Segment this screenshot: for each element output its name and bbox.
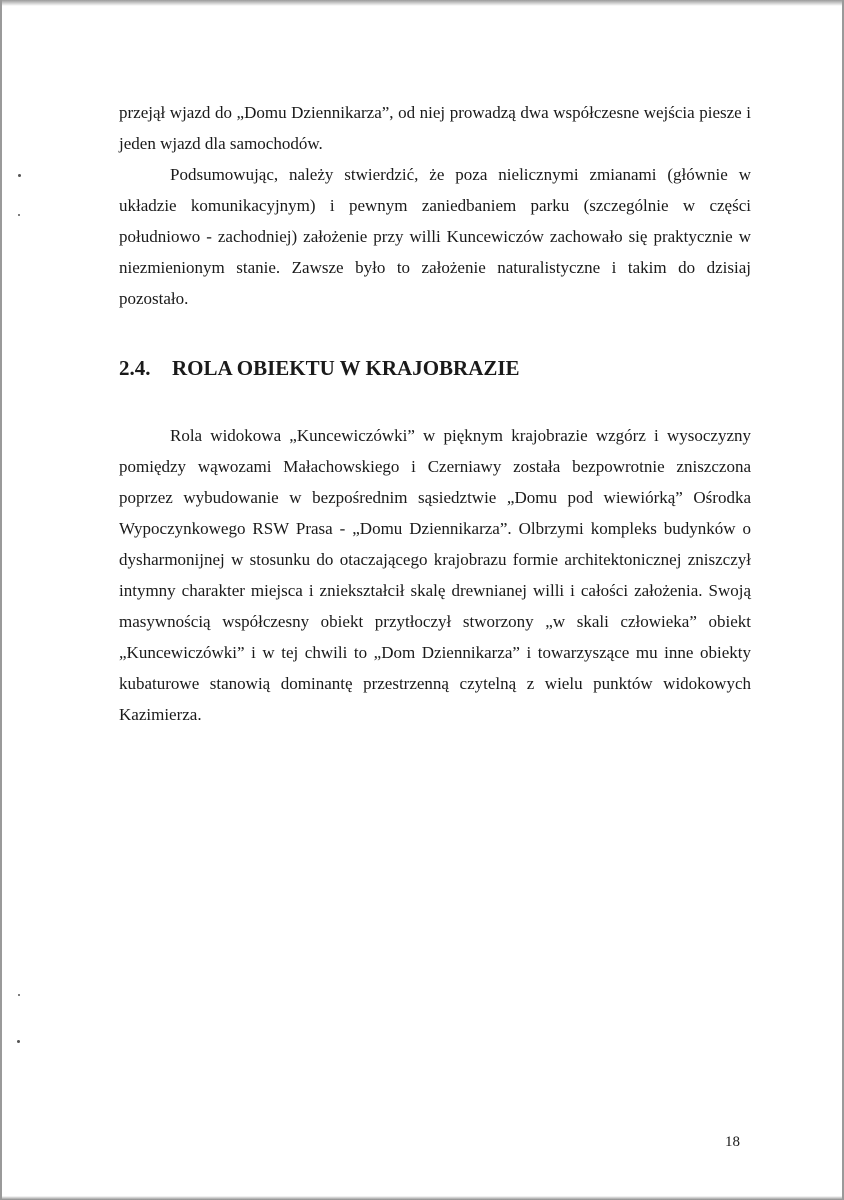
page-number: 18 [725, 1134, 740, 1150]
scan-edge-left [0, 0, 2, 1200]
paragraph-continuation: przejął wjazd do „Domu Dziennikarza”, od niej prowadzą dwa współczesne wejścia piesze i jeden wjazd dla samochodów. [119, 103, 751, 153]
scan-speck [18, 214, 20, 216]
scan-speck [18, 994, 20, 996]
section-number: 2.4. [119, 356, 151, 380]
document-body [119, 97, 751, 730]
section-heading [119, 355, 751, 381]
scan-edge-bottom [0, 1196, 844, 1200]
paragraph-summary: Podsumowując, należy stwierdzić, że poza nielicznymi zmianami (głównie w układzie komunikacyjnym) i pewnym zaniedbaniem parku (szczególnie w części południowo - zachodniej) założenie przy willi Kuncewiczów zachowało się praktycznie w niezmienionym stanie. Zawsze było to założenie naturalistyczne i takim do dzisiaj pozostało. [119, 165, 751, 308]
scan-speck [17, 1040, 20, 1043]
section-title: ROLA OBIEKTU W KRAJOBRAZIE [172, 356, 520, 380]
scan-edge-top [0, 0, 844, 6]
scan-speck [18, 174, 21, 177]
paragraph-landscape-role: Rola widokowa „Kuncewiczówki” w pięknym krajobrazie wzgórz i wysoczyzny pomiędzy wąwozami Małachowskiego i Czerniawy została bezpowrotnie zniszczona poprzez wybudowanie w bezpośrednim sąsiedztwie „Domu pod wiewiórką” Ośrodka Wypoczynkowego RSW Prasa - „Domu Dziennikarza”. Olbrzymi kompleks budynków o dysharmonijnej w stosunku do otaczającego krajobrazu formie architektonicznej zniszczył intymny charakter miejsca i zniekształcił skalę drewnianej willi i całości założenia. Swoją masywnością współczesny obiekt przytłoczył stworzony „w skali człowieka” obiekt „Kuncewiczówki” i w tej chwili to „Dom Dziennikarza” i towarzyszące mu inne obiekty kubaturowe stanowią dominantę przestrzenną czytelną z wielu punktów widokowych Kazimierza. [119, 426, 751, 724]
